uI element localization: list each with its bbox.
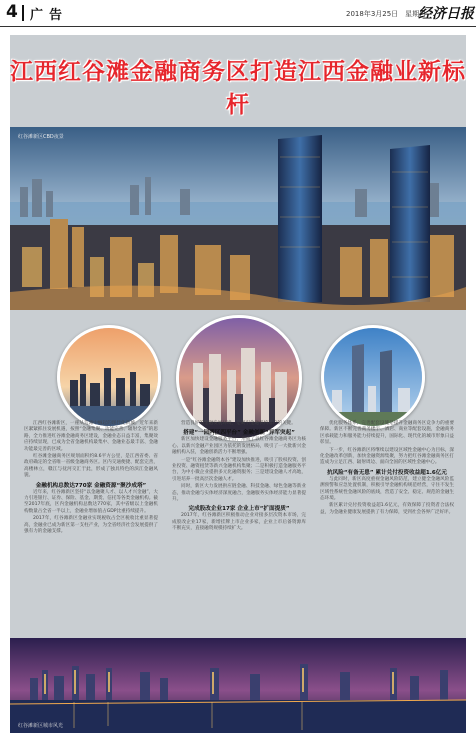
hero-caption: 红谷滩新区CBD夜景 <box>18 134 64 140</box>
paragraph: 近年来，红谷滩新区坚持“以金融聚人才、以人才兴金融”，大力引进银行、证券、保险、基金、期货、信托等各类金融机构。截至2017年底，区内金融机构总数达770家，其中省级以上金融机构数量占全省一半以上，金融业增加值占GDP比重持续提升。 <box>24 489 158 514</box>
subheading: 完成股改企业17家 企业上市“扩面提质” <box>188 506 290 513</box>
page-header <box>0 0 476 27</box>
paragraph: 一是“红谷滩金融资本谷”建设加快推进，吸引了股权投资、创业投资、融资租赁等新兴金融机构集聚；二是积极打造金融服务平台，为中小微企业提供多元化融资服务；三是建设金融人才高地，引进培养一批高层次金融人才。 <box>172 457 306 482</box>
article-body <box>24 421 454 651</box>
paragraph: 与此同时，新区高度重视金融风险防范，建立健全金融风险监测预警和应急处置机制，积极引导金融机构规范经营，守住不发生区域性系统性金融风险的底线，营造了安全、稳定、规范的金融生态环境。 <box>320 476 454 502</box>
paragraph: 优化服务体系、完善配套设施是提升金融商务区竞争力的重要保障。新区不断完善商务楼宇、酒店、商业等配套设施，金融商务区承载能力和服务能力持续提升，国际化、现代化的城市形象日益彰显。 <box>320 421 454 446</box>
bottom-night-skyline-photo <box>10 638 466 733</box>
paragraph: 江西红谷滩新区，一座从荒滩中崛起的现代化新城。近年来新区紧紧抓住发展机遇，按照“金融集聚、功能完善、辐射全省”的思路，全力推进红谷滩金融商务区建设，金融业态日益丰富，集聚效应持续显现，已成为全省金融机构最集中、金融业态最丰富、金融功能最完善的区域。 <box>24 421 158 452</box>
ad-headline: 江西红谷滩金融商务区打造江西金融业新标杆 <box>10 59 466 118</box>
paragraph: 2017年，红谷滩新区金融业实现税收占全区税收比重显著提高，金融业已成为新区第一支柱产业，为全省经济社会发展提供了强有力的金融支撑。 <box>24 516 158 535</box>
article-column-3 <box>320 421 454 517</box>
article-column-2 <box>172 421 306 534</box>
subheading: 搭建“一园两区四平台” 金融创新“异军突起” <box>183 430 295 437</box>
subheading: 金融机构总数达770家 金融资源“聚沙成塔” <box>35 482 147 489</box>
paragraph: 新区加快建设金融服务平台，形成了以红谷滩金融商务区为核心、以新兴金融产业园区为依托的发展格局，吸引了一大批新兴金融机构入驻，金融创新活力不断增强。 <box>172 437 306 456</box>
subheading: 抗风险“有备无患” 累计兑付投资收益超1.6亿元 <box>327 469 447 476</box>
advertisement <box>10 35 466 733</box>
page-number: 4 <box>6 2 18 22</box>
paragraph: 下一步，红谷滩新区将继续以建设区域性金融中心为目标，深化金融改革创新，加快金融资源集聚，努力把红谷滩金融商务区打造成为立足江西、辐射周边、面向全国的区域性金融中心。 <box>320 447 454 466</box>
article-column-1 <box>24 421 158 537</box>
paragraph: 同时，新区大力发展供应链金融、科技金融、绿色金融等新业态，推动金融与实体经济深度融合，金融服务实体经济能力显著提升。 <box>172 484 306 503</box>
section-label: 广告 <box>30 8 69 23</box>
hero-skyline-photo <box>10 127 466 310</box>
paragraph: 营造良好的金融发展环境，是吸引金融机构落户的关键。 <box>181 421 296 426</box>
paragraph: 新区累计兑付投资收益超1.6亿元，有效保障了投资者合法权益，为金融业健康发展提供了有力保障，受到社会各界广泛好评。 <box>320 503 454 515</box>
photo-circle-sunset-skyline <box>57 325 161 429</box>
header-divider <box>22 5 24 21</box>
dateline: 2018年3月25日 星期日 <box>346 10 427 18</box>
paragraph: 红谷滩金融商务区规划面积约8.6平方公里，是江西省委、省政府确定的全省唯一省级金融商务区。区内交通便捷、配套完善，高楼林立，赣江与抚河交汇于此，形成了独具特色的滨江金融风貌。 <box>24 454 158 479</box>
bottom-caption: 红谷滩新区城市风光 <box>18 723 64 729</box>
photo-circle-twin-towers <box>321 325 425 429</box>
paragraph: 2017年，红谷滩新区积极推动企业对接多层次资本市场，完成股改企业17家，新增挂牌上市企业多家，企业上市后备资源库不断充实，直接融资规模持续扩大。 <box>172 513 306 532</box>
masthead-logo: 经济日报 <box>418 6 474 22</box>
